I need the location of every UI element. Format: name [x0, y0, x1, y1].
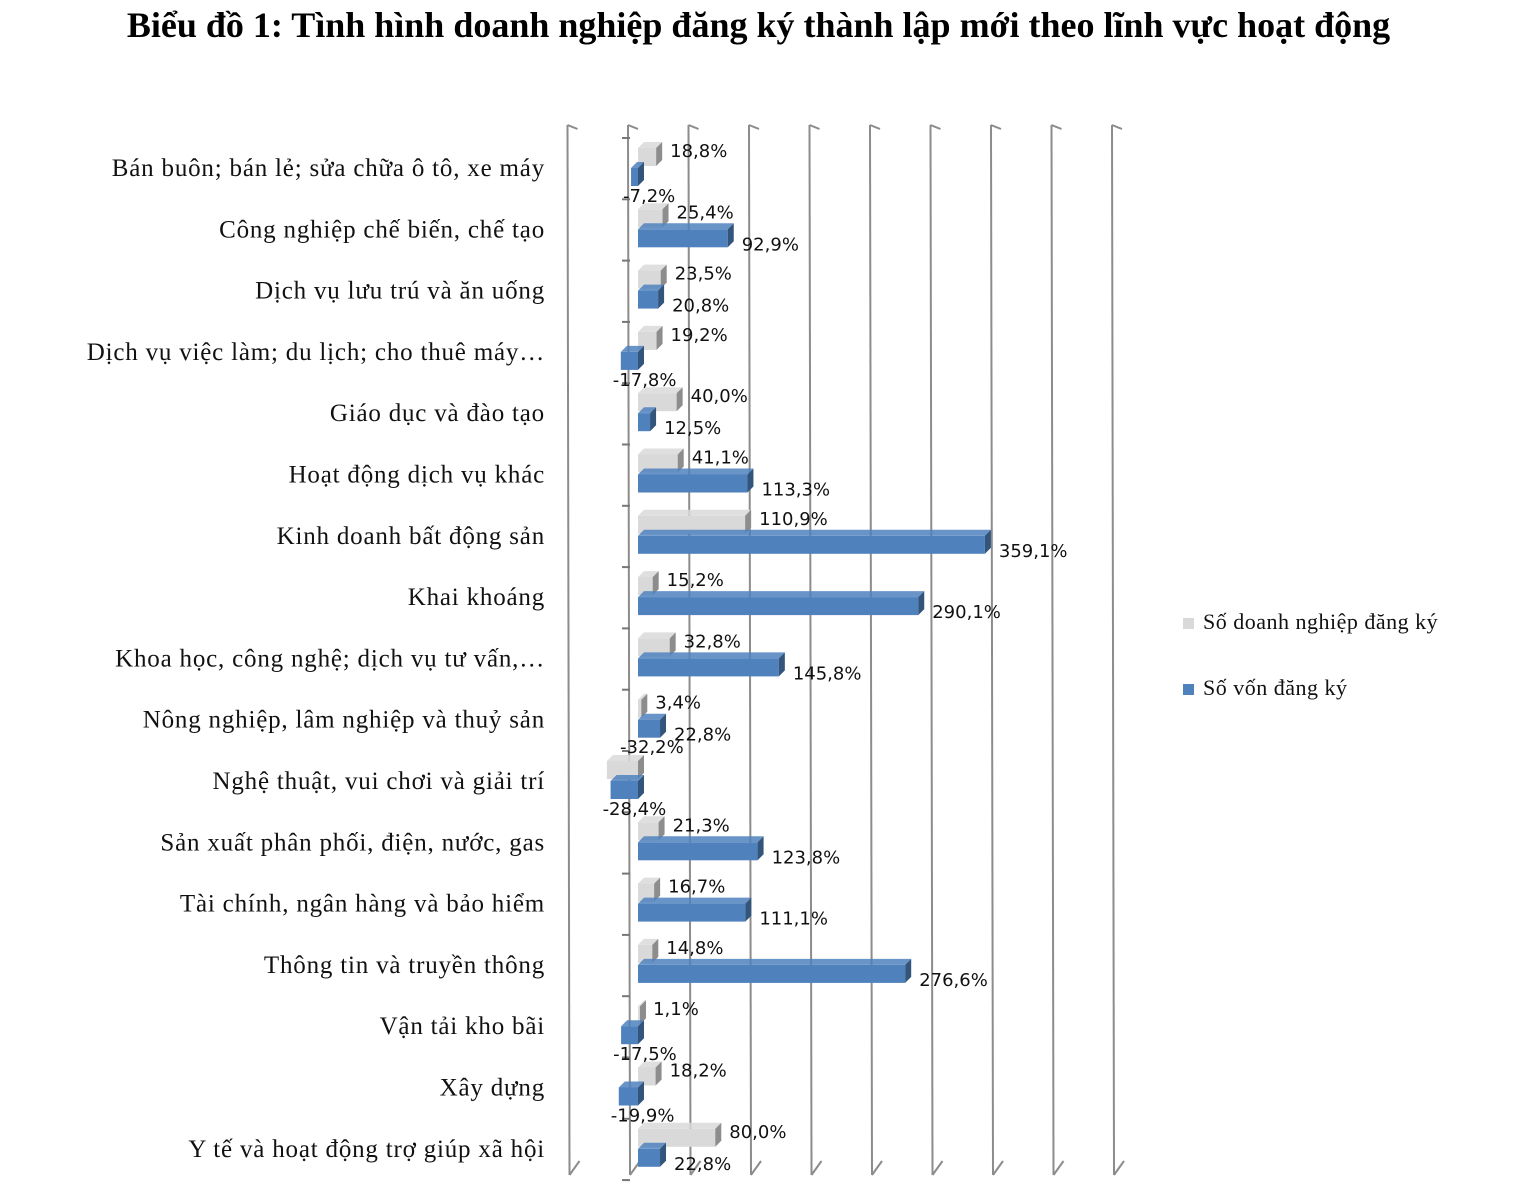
bar: [638, 229, 728, 247]
category-label: Sản xuất phân phối, điện, nước, gas: [160, 829, 545, 857]
data-label: 290,1%: [932, 602, 1001, 624]
data-label: 22,8%: [674, 724, 732, 746]
bar: [621, 352, 638, 370]
data-label: 16,7%: [668, 876, 726, 898]
category-label: Xây dựng: [439, 1074, 545, 1102]
data-label: 18,2%: [669, 1060, 727, 1082]
data-label: 145,8%: [792, 663, 862, 685]
bar-top: [638, 959, 911, 965]
data-label: -28,4%: [602, 799, 667, 820]
chart-title: Biểu đồ 1: Tình hình doanh nghiệp đăng ký thành lập mới theo lĩnh vực hoạt động: [126, 5, 1391, 45]
gridline: [991, 125, 993, 1175]
gridline-floor: [570, 1161, 580, 1175]
data-label: 276,6%: [919, 969, 988, 991]
gridline: [628, 125, 630, 1175]
data-label: 41,1%: [691, 447, 749, 469]
bar-top: [638, 449, 684, 455]
category-label: Dịch vụ lưu trú và ăn uống: [255, 277, 545, 305]
data-label: 3,4%: [655, 692, 702, 714]
gridline-floor: [872, 1161, 882, 1175]
gridline-top: [991, 125, 1001, 129]
data-label: 1,1%: [653, 999, 699, 1021]
data-label: -32,2%: [620, 737, 684, 758]
bar: [638, 597, 918, 615]
gridline-floor: [933, 1161, 943, 1175]
gridline: [1052, 125, 1054, 1175]
bar: [631, 168, 638, 186]
data-label: 23,5%: [674, 263, 732, 285]
category-label: Thông tin và truyền thông: [263, 951, 545, 979]
data-label: 25,4%: [676, 202, 734, 224]
category-label: Bán buôn; bán lẻ; sửa chữa ô tô, xe máy: [111, 155, 545, 182]
bar-top: [638, 591, 924, 597]
gridline: [870, 125, 872, 1175]
data-label: 20,8%: [672, 295, 730, 317]
gridline-top: [689, 125, 699, 129]
bar-top: [638, 223, 734, 229]
data-label: -7,2%: [623, 186, 676, 207]
gridline-floor: [993, 1161, 1003, 1175]
gridline-top: [810, 125, 820, 129]
gridline-top: [1052, 125, 1062, 129]
legend-label: Số doanh nghiệp đăng ký: [1203, 609, 1439, 634]
gridline: [1112, 125, 1114, 1175]
category-label: Kinh doanh bất động sản: [276, 522, 545, 550]
legend-swatch: [1183, 684, 1194, 695]
gridline-floor: [751, 1161, 761, 1175]
data-label: 359,1%: [998, 540, 1068, 562]
bar-top: [638, 898, 751, 904]
data-label: 92,9%: [741, 234, 799, 256]
gridline: [568, 125, 570, 1175]
bar: [638, 720, 660, 738]
bar-top: [638, 530, 991, 536]
category-label: Nghệ thuật, vui chơi và giải trí: [212, 768, 545, 795]
bar: [619, 1088, 638, 1106]
data-label: 80,0%: [729, 1121, 787, 1143]
data-label: 22,8%: [674, 1153, 732, 1175]
category-label: Khoa học, công nghệ; dịch vụ tư vấn,…: [115, 645, 545, 673]
bar: [638, 291, 658, 309]
bar: [611, 781, 638, 799]
category-label: Vận tải kho bãi: [379, 1013, 545, 1041]
bar-top: [638, 510, 751, 516]
data-label: 111,1%: [759, 908, 828, 930]
category-label: Hoạt động dịch vụ khác: [288, 461, 545, 489]
data-label: 123,8%: [771, 847, 841, 869]
gridline: [810, 125, 812, 1175]
labels-layer: [87, 141, 1068, 1175]
gridline-floor: [1114, 1161, 1124, 1175]
data-label: 14,8%: [666, 937, 724, 959]
category-label: Dịch vụ việc làm; du lịch; cho thuê máy…: [86, 338, 545, 366]
legend: [1183, 609, 1438, 700]
gridline: [749, 125, 751, 1175]
data-label: 15,2%: [666, 570, 724, 592]
bar: [638, 842, 758, 860]
bar-top: [638, 652, 785, 658]
data-label: 113,3%: [761, 479, 831, 501]
gridline-top: [870, 125, 880, 129]
gridline-floor: [1054, 1161, 1064, 1175]
bar: [638, 536, 985, 554]
bar: [638, 904, 745, 922]
data-label: 19,2%: [670, 324, 728, 346]
category-label: Giáo dục và đào tạo: [329, 400, 545, 428]
bar: [638, 658, 779, 676]
data-label: -19,9%: [610, 1105, 675, 1127]
data-label: 32,8%: [683, 631, 741, 653]
gridline-top: [568, 125, 578, 129]
category-label: Khai khoáng: [407, 584, 545, 612]
bar: [638, 700, 641, 718]
bar-top: [638, 836, 764, 842]
bar: [638, 1149, 660, 1167]
data-label: 12,5%: [664, 418, 722, 440]
data-label: 18,8%: [670, 141, 728, 162]
legend-swatch: [1183, 618, 1194, 629]
gridline-top: [628, 125, 638, 129]
bar: [638, 413, 650, 431]
data-label: -17,5%: [613, 1044, 677, 1066]
bar: [638, 475, 747, 493]
category-label: Tài chính, ngân hàng và bảo hiểm: [179, 890, 545, 918]
gridline-top: [749, 125, 759, 129]
bar: [621, 1026, 638, 1044]
gridline: [931, 125, 933, 1175]
gridline-floor: [812, 1161, 822, 1175]
category-label: Y tế và hoạt động trợ giúp xã hội: [188, 1135, 545, 1163]
data-label: 40,0%: [690, 386, 748, 408]
bar-top: [638, 632, 676, 638]
gridline-top: [1112, 125, 1122, 129]
legend-label: Số vốn đăng ký: [1203, 675, 1348, 700]
data-label: 110,9%: [759, 508, 828, 530]
data-label: 21,3%: [672, 815, 730, 837]
bar-top: [638, 469, 753, 475]
gridline-top: [931, 125, 941, 129]
category-label: Nông nghiệp, lâm nghiệp và thuỷ sản: [142, 706, 545, 734]
data-label: -17,8%: [612, 369, 677, 391]
category-label: Công nghiệp chế biến, chế tạo: [219, 216, 545, 244]
bar: [638, 965, 905, 983]
